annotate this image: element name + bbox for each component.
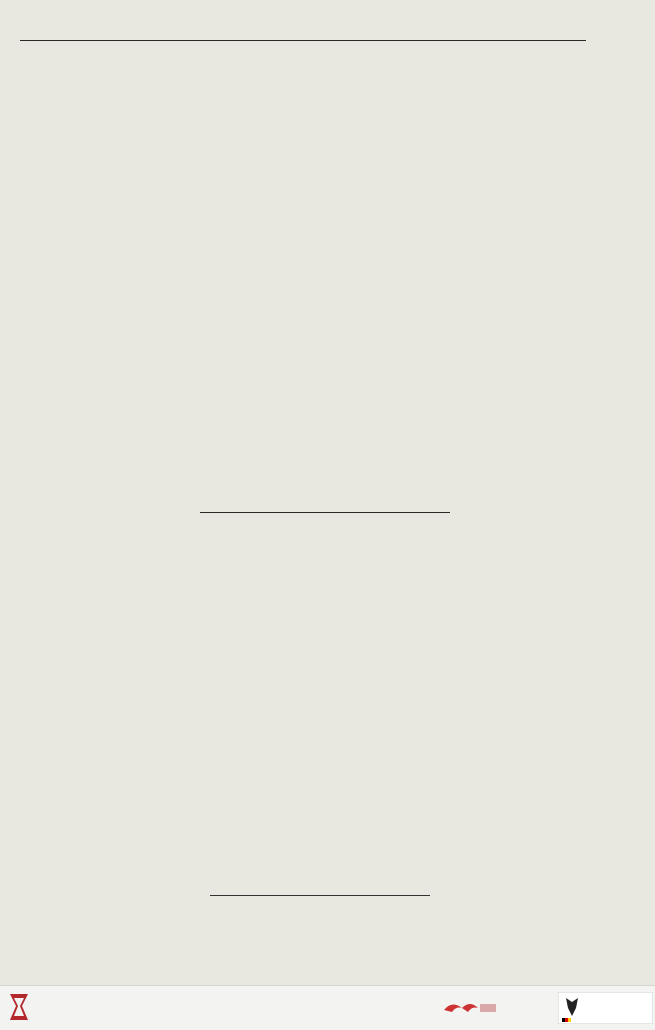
library-bar	[0, 985, 655, 1030]
partner-logo-icon[interactable]	[440, 996, 500, 1020]
ub-heidelberg-logo-icon[interactable]	[8, 992, 30, 1022]
running-head	[0, 12, 655, 34]
footer-rule	[210, 895, 430, 896]
divider-rule	[200, 512, 450, 513]
header-rule	[20, 40, 586, 41]
entries-general	[20, 318, 586, 320]
neustart-kultur-logo[interactable]	[510, 990, 546, 1028]
federal-eagle-icon[interactable]	[558, 992, 653, 1024]
